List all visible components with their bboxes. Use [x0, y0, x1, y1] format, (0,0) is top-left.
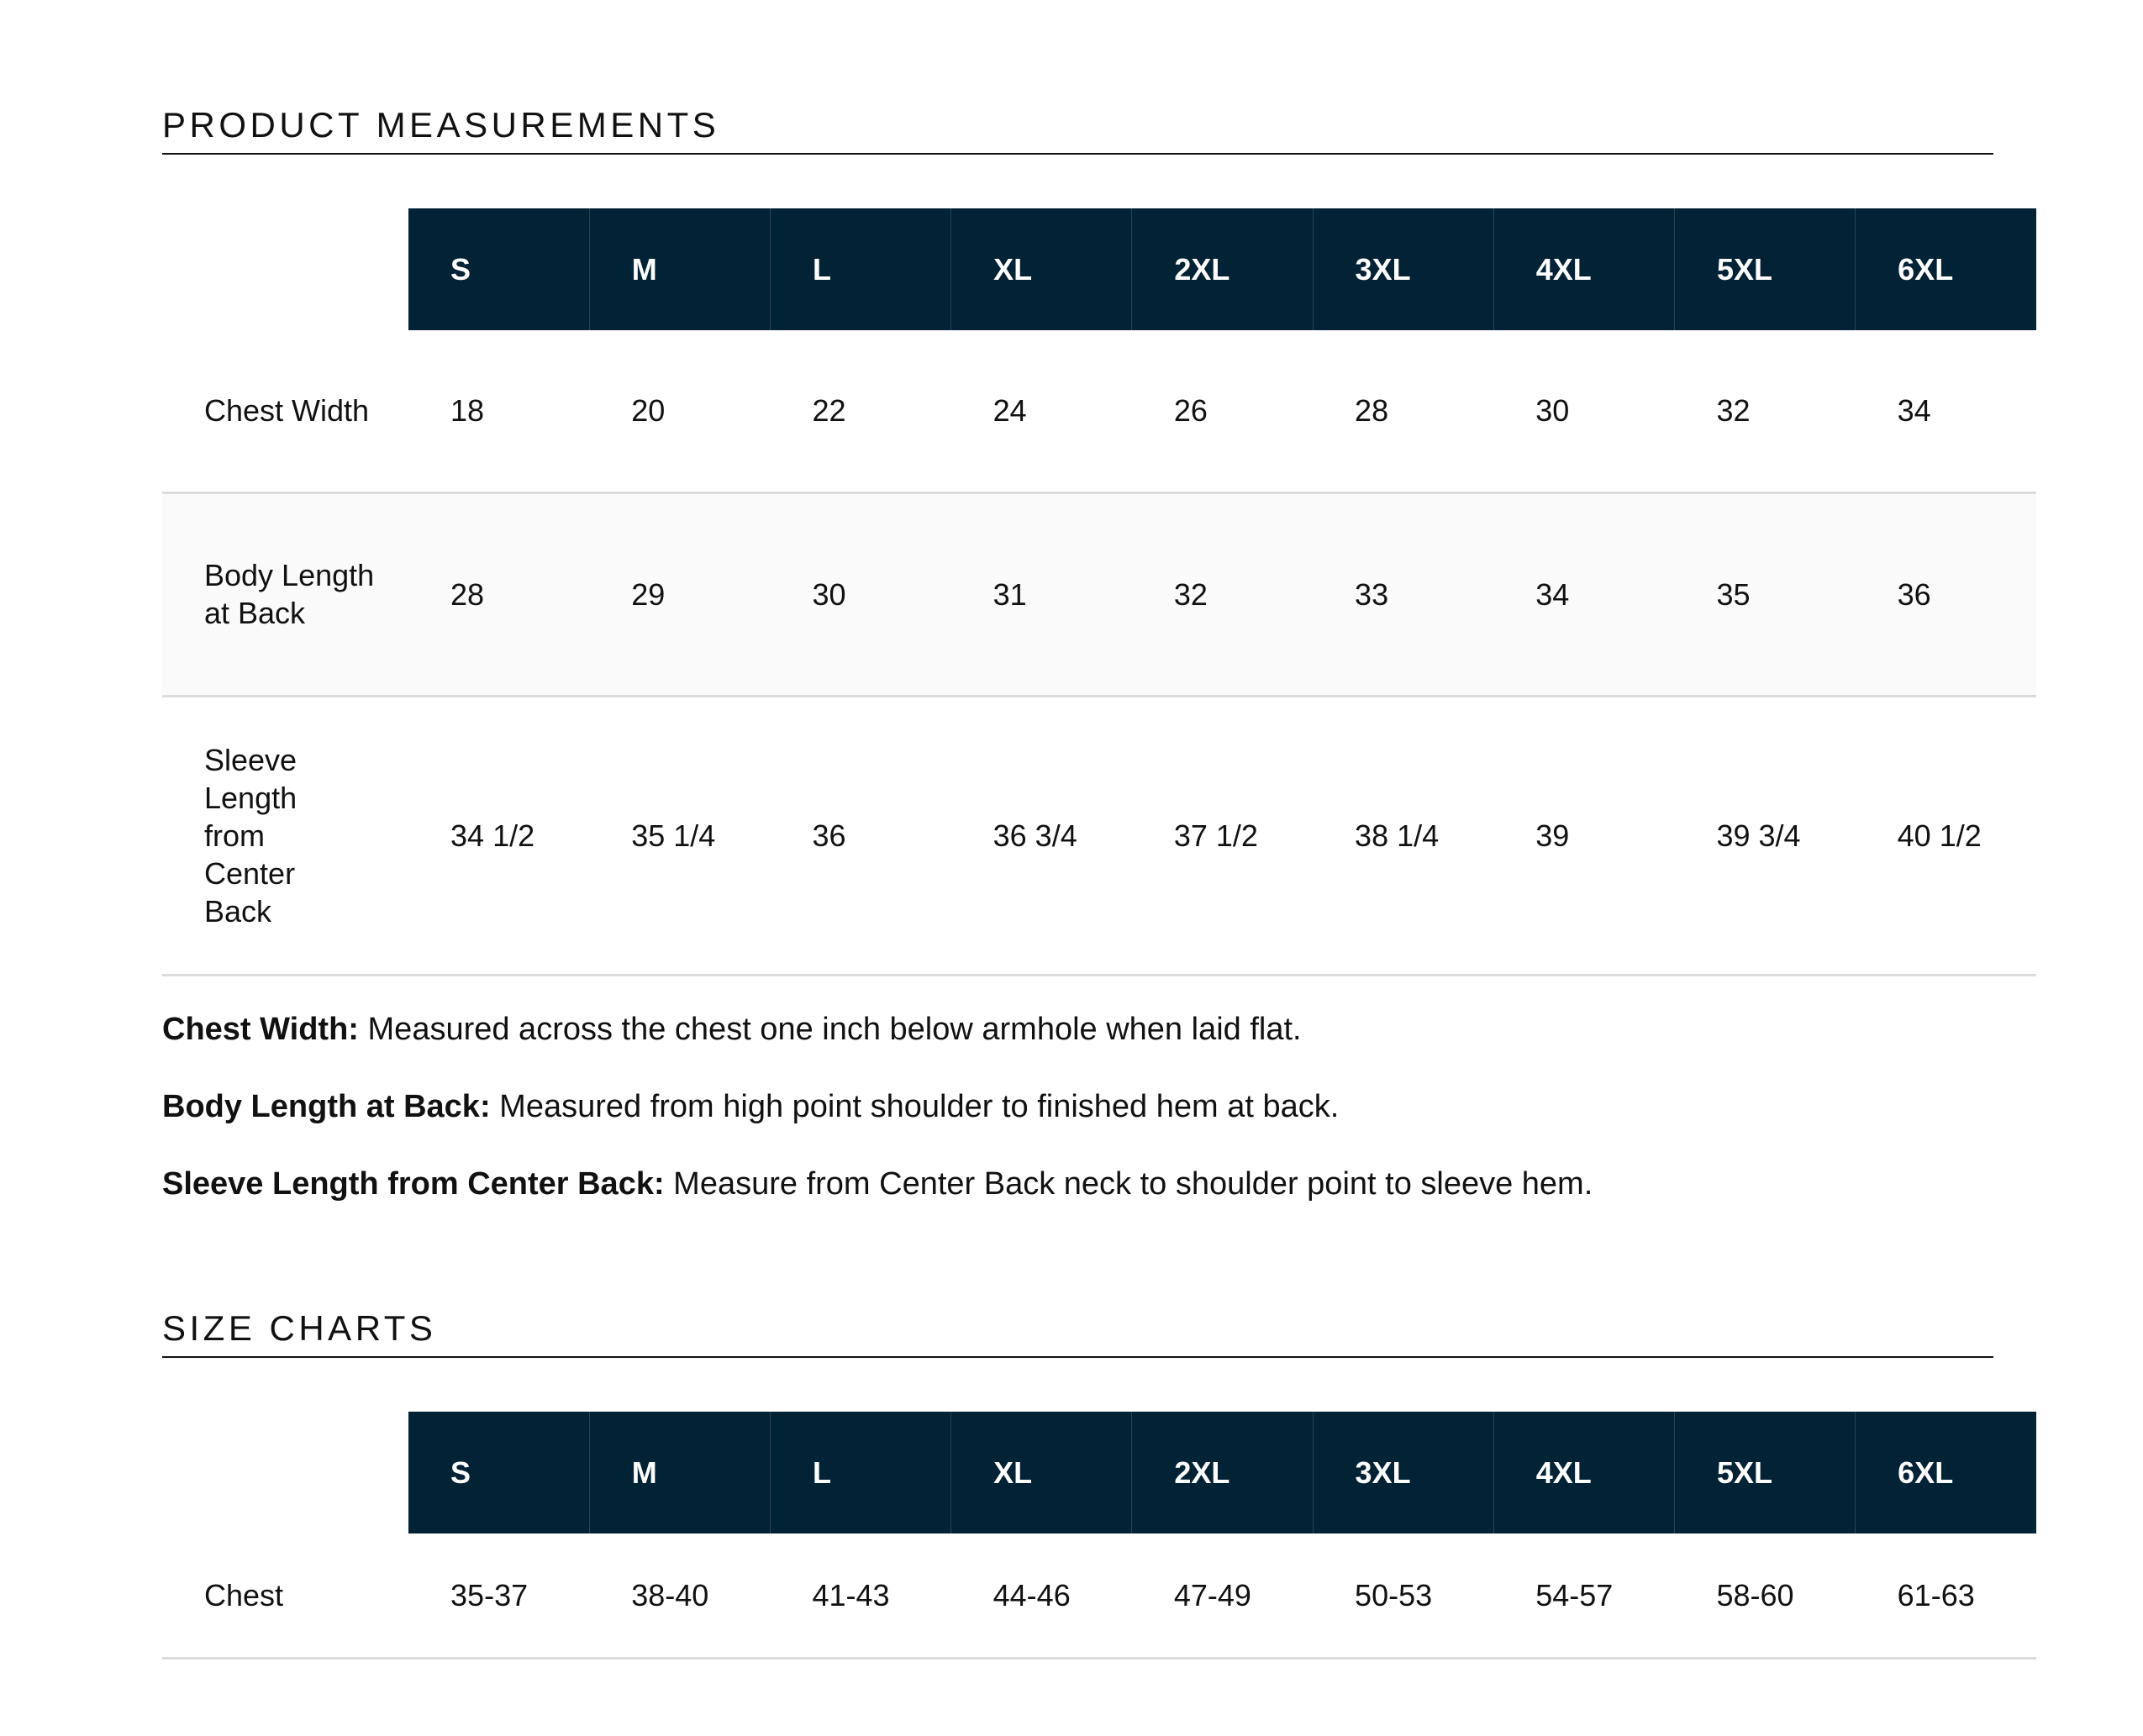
value-cell: 33 — [1313, 492, 1493, 696]
value-cell: 41-43 — [770, 1533, 950, 1658]
value-cell: 37 1/2 — [1132, 696, 1313, 975]
value-cell: 20 — [589, 330, 770, 492]
value-cell: 54-57 — [1493, 1533, 1674, 1658]
value-cell: 30 — [770, 492, 950, 696]
table-row-sleeve-length — [162, 696, 2036, 975]
size-header-m: M — [589, 1412, 770, 1533]
note-text: Measure from Center Back neck to shoulder point to sleeve hem. — [664, 1166, 1593, 1202]
value-cell: 32 — [1132, 492, 1313, 696]
size-header-l: L — [770, 1412, 950, 1533]
row-label: Chest — [162, 1533, 408, 1658]
value-cell: 18 — [408, 330, 589, 492]
note-chest-width — [162, 1010, 2031, 1049]
value-cell: 28 — [408, 492, 589, 696]
size-charts-section — [162, 1308, 2031, 1612]
value-cell: 38-40 — [589, 1533, 770, 1658]
note-term: Sleeve Length from Center Back: — [162, 1166, 665, 1202]
measurement-notes — [162, 1010, 2031, 1242]
value-cell: 36 3/4 — [951, 696, 1132, 975]
product-measurements-table — [162, 208, 2036, 976]
note-sleeve-length — [162, 1165, 2031, 1203]
note-text: Measured across the chest one inch below armhole when laid flat. — [358, 1012, 1302, 1047]
value-cell: 40 1/2 — [1856, 696, 2036, 975]
size-header-4xl: 4XL — [1493, 208, 1674, 330]
note-term: Body Length at Back: — [162, 1089, 491, 1124]
note-body-length — [162, 1087, 2031, 1126]
product-measurements-section — [162, 105, 2031, 1202]
value-cell: 31 — [951, 492, 1132, 696]
size-header-row — [162, 1412, 2036, 1533]
value-cell: 39 — [1493, 696, 1674, 975]
note-term: Chest Width: — [162, 1012, 359, 1047]
section-divider — [162, 153, 1993, 155]
size-charts-table — [162, 1412, 2036, 1660]
row-label: Chest Width — [162, 330, 408, 492]
table-row-chest — [162, 1533, 2036, 1658]
value-cell: 36 — [770, 696, 950, 975]
size-header-2xl: 2XL — [1132, 208, 1313, 330]
header-blank-cell — [162, 1412, 408, 1533]
size-header-4xl: 4XL — [1493, 1412, 1674, 1533]
value-cell: 35 1/4 — [589, 696, 770, 975]
value-cell: 29 — [589, 492, 770, 696]
value-cell: 61-63 — [1856, 1533, 2036, 1658]
table-row-body-length — [162, 492, 2036, 696]
value-cell: 24 — [951, 330, 1132, 492]
section-title-size-charts: SIZE CHARTS — [162, 1308, 437, 1348]
row-label: Sleeve Length from Center Back — [162, 696, 408, 975]
value-cell: 38 1/4 — [1313, 696, 1493, 975]
size-header-3xl: 3XL — [1313, 1412, 1493, 1533]
value-cell: 34 — [1856, 330, 2036, 492]
size-header-5xl: 5XL — [1674, 208, 1855, 330]
size-header-5xl: 5XL — [1674, 1412, 1855, 1533]
value-cell: 50-53 — [1313, 1533, 1493, 1658]
value-cell: 34 — [1493, 492, 1674, 696]
value-cell: 35 — [1674, 492, 1855, 696]
row-label: Body Length at Back — [162, 492, 408, 696]
value-cell: 30 — [1493, 330, 1674, 492]
size-header-s: S — [408, 1412, 589, 1533]
size-header-6xl: 6XL — [1856, 208, 2036, 330]
value-cell: 44-46 — [951, 1533, 1132, 1658]
value-cell: 34 1/2 — [408, 696, 589, 975]
table-row-chest-width — [162, 330, 2036, 492]
value-cell: 32 — [1674, 330, 1855, 492]
header-blank-cell — [162, 208, 408, 330]
size-header-l: L — [770, 208, 950, 330]
size-header-xl: XL — [951, 1412, 1132, 1533]
section-divider — [162, 1356, 1993, 1358]
value-cell: 36 — [1856, 492, 2036, 696]
size-header-row — [162, 208, 2036, 330]
value-cell: 22 — [770, 330, 950, 492]
note-text: Measured from high point shoulder to finished hem at back. — [490, 1089, 1340, 1124]
value-cell: 26 — [1132, 330, 1313, 492]
size-header-s: S — [408, 208, 589, 330]
size-header-2xl: 2XL — [1132, 1412, 1313, 1533]
size-header-3xl: 3XL — [1313, 208, 1493, 330]
value-cell: 28 — [1313, 330, 1493, 492]
value-cell: 35-37 — [408, 1533, 589, 1658]
section-title-product-measurements: PRODUCT MEASUREMENTS — [162, 105, 720, 145]
value-cell: 58-60 — [1674, 1533, 1855, 1658]
size-header-m: M — [589, 208, 770, 330]
size-header-xl: XL — [951, 208, 1132, 330]
value-cell: 47-49 — [1132, 1533, 1313, 1658]
size-header-6xl: 6XL — [1856, 1412, 2036, 1533]
value-cell: 39 3/4 — [1674, 696, 1855, 975]
